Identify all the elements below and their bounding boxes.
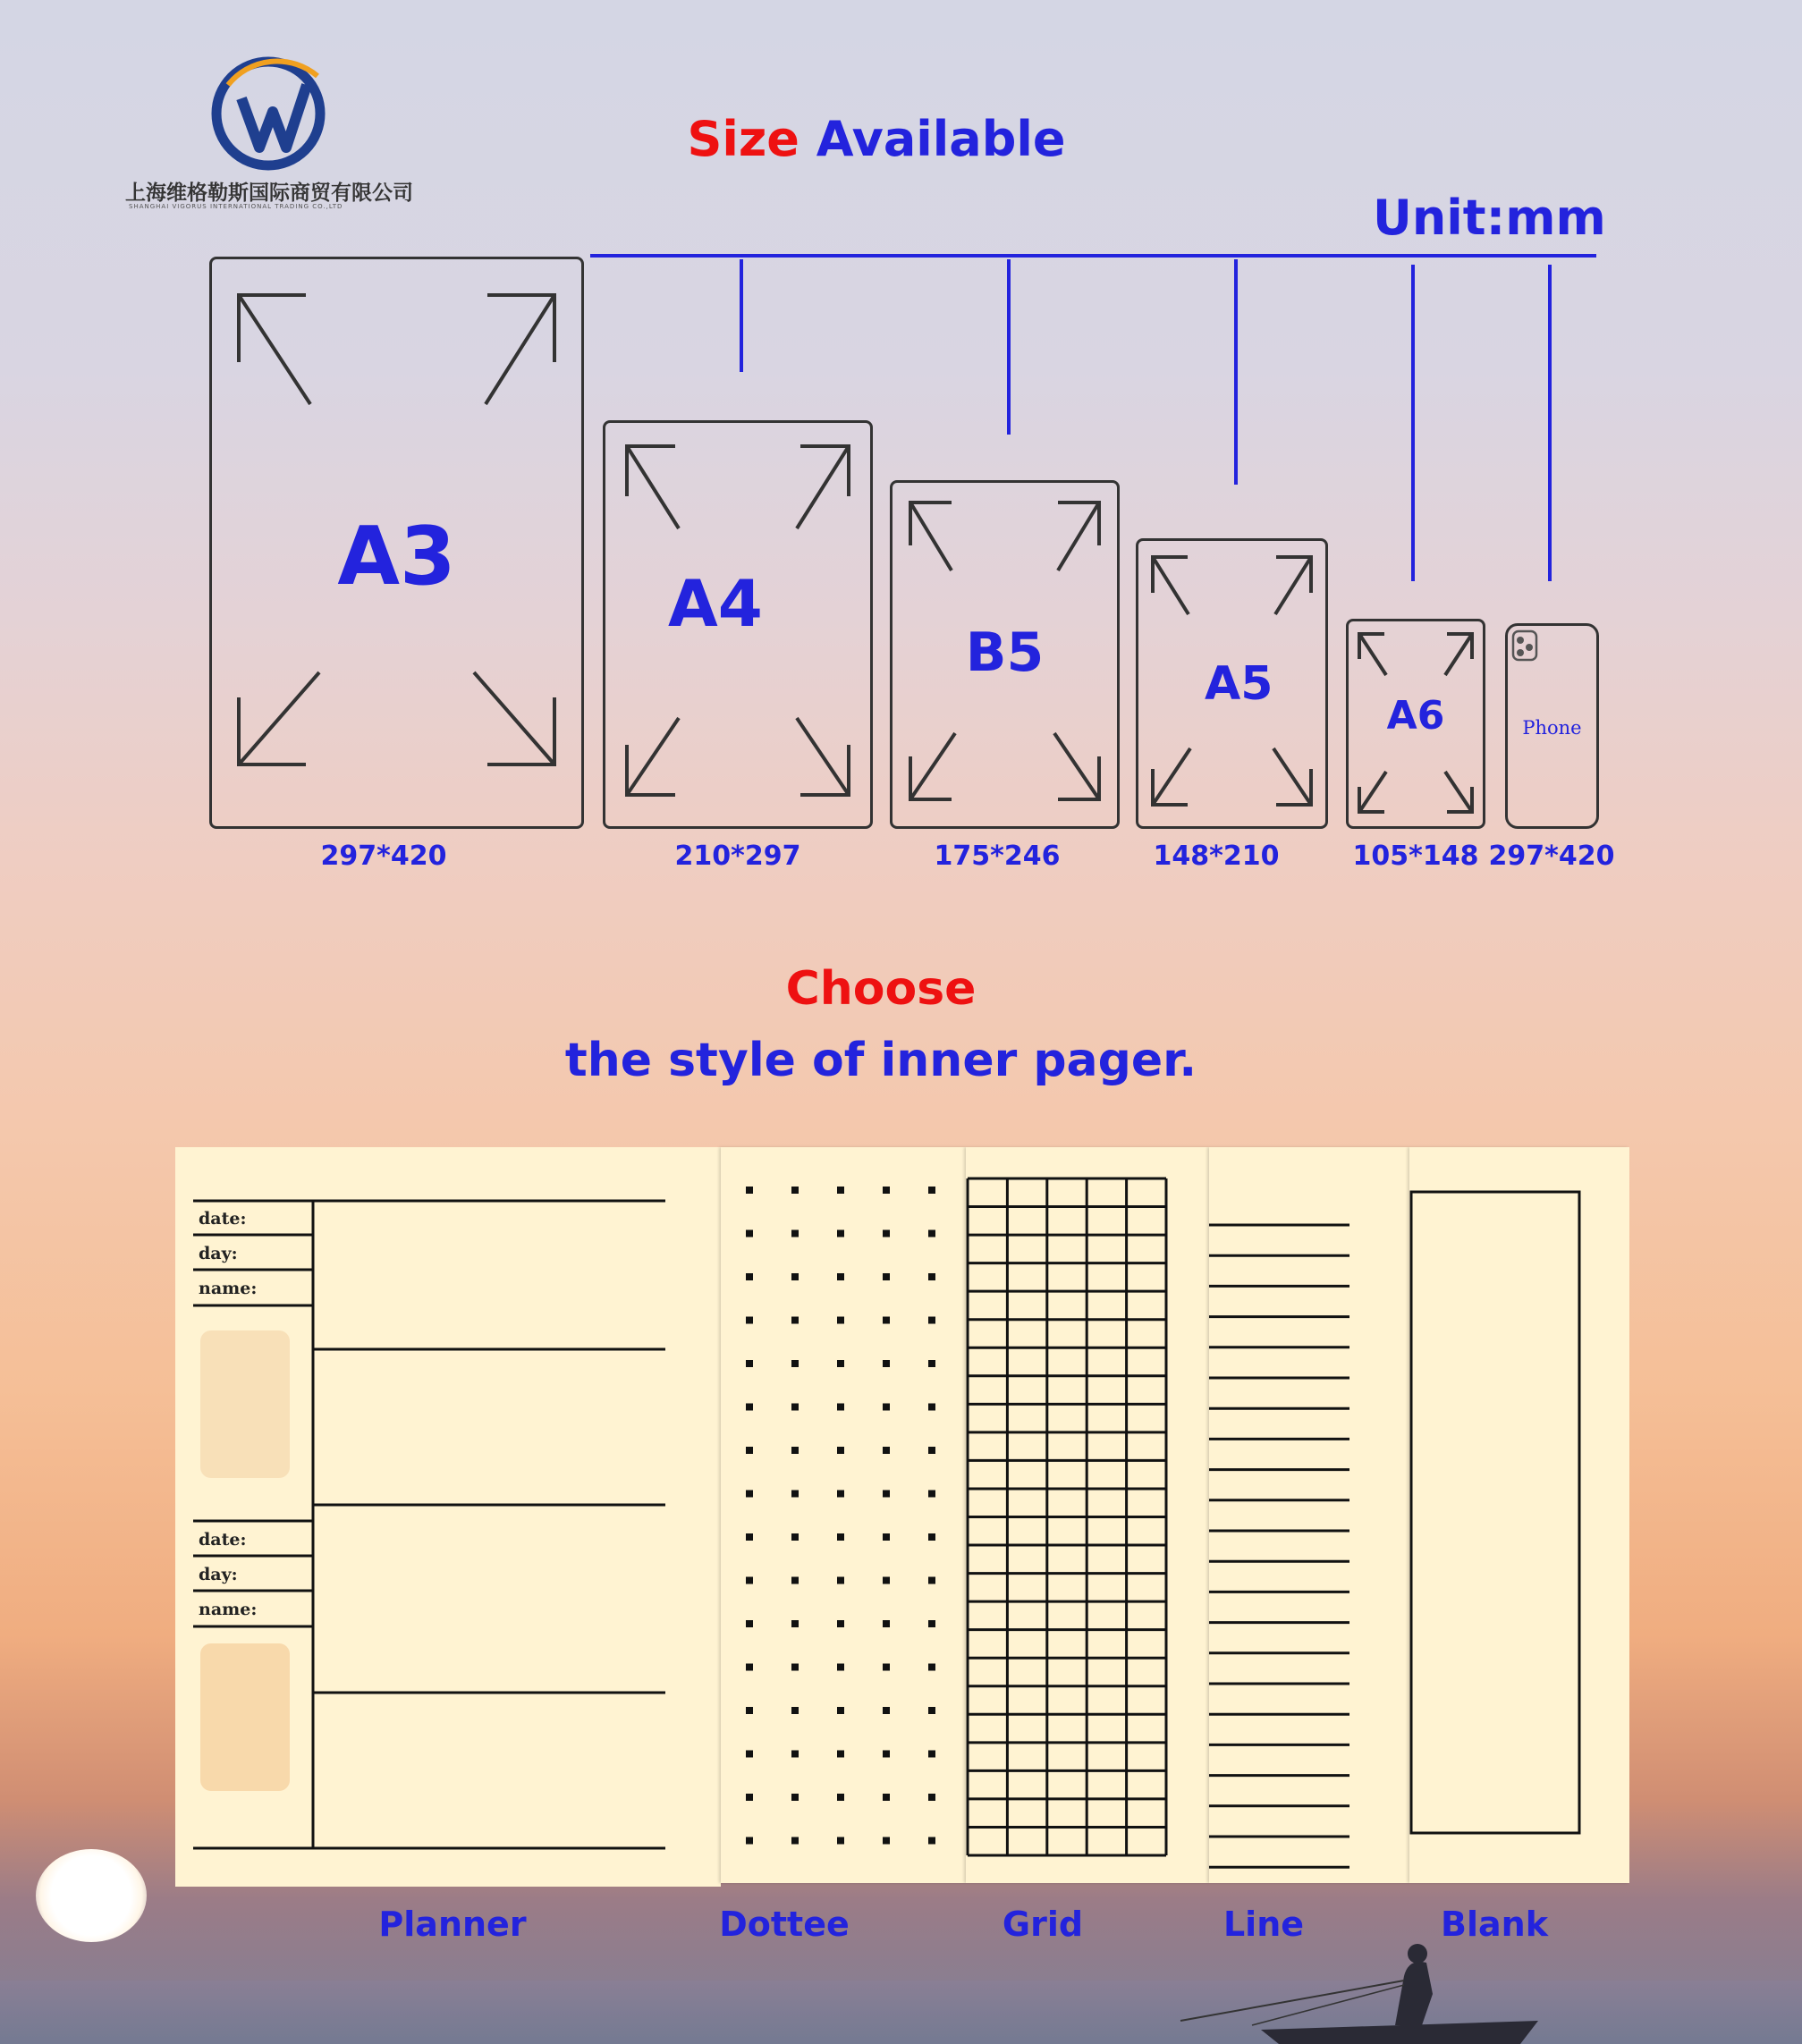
style-name-planner: Planner — [378, 1905, 527, 1944]
paper-dot — [791, 1230, 799, 1237]
paper-dot — [883, 1317, 890, 1324]
size-frame-phone — [1505, 623, 1599, 829]
paper-dot — [883, 1707, 890, 1714]
paper-dot — [928, 1837, 935, 1845]
paper-dot — [928, 1533, 935, 1541]
paper-dot — [837, 1187, 844, 1194]
planner-field-name-2: name: — [199, 1600, 258, 1619]
paper-dot — [746, 1317, 753, 1324]
paper-dot — [883, 1447, 890, 1454]
paper-dot — [837, 1447, 844, 1454]
paper-dot — [837, 1360, 844, 1367]
paper-dot — [837, 1664, 844, 1671]
paper-dot — [746, 1620, 753, 1627]
paper-dot — [791, 1837, 799, 1845]
paper-dot — [883, 1360, 890, 1367]
paper-dot — [746, 1533, 753, 1541]
paper-dot — [746, 1664, 753, 1671]
size-dim-a6: 105*148 — [1352, 840, 1479, 872]
paper-dot — [746, 1837, 753, 1845]
size-name-phone: Phone — [1522, 717, 1582, 739]
size-frame-a6 — [1346, 619, 1485, 829]
size-dim-a4: 210*297 — [674, 840, 801, 872]
paper-dot — [791, 1751, 799, 1758]
paper-dot — [837, 1230, 844, 1237]
paper-dot — [746, 1751, 753, 1758]
paper-dot — [746, 1447, 753, 1454]
paper-dot — [837, 1273, 844, 1280]
size-frame-a3 — [209, 257, 584, 829]
paper-dot — [928, 1273, 935, 1280]
sun-decoration — [36, 1849, 147, 1942]
paper-dot — [883, 1837, 890, 1845]
size-dim-phone: 297*420 — [1488, 840, 1615, 872]
paper-dot — [746, 1273, 753, 1280]
paper-dot — [791, 1533, 799, 1541]
size-dim-a3: 297*420 — [320, 840, 447, 872]
paper-dot — [928, 1317, 935, 1324]
planner-field-day: day: — [199, 1244, 238, 1263]
page-style-planner — [175, 1147, 721, 1887]
size-frame-a4 — [603, 420, 873, 829]
paper-dot — [791, 1360, 799, 1367]
paper-dot — [883, 1794, 890, 1801]
size-dim-a5: 148*210 — [1153, 840, 1280, 872]
paper-dot — [746, 1794, 753, 1801]
paper-dot — [883, 1751, 890, 1758]
paper-dot — [883, 1533, 890, 1541]
paper-dot — [791, 1620, 799, 1627]
size-dim-b5: 175*246 — [934, 840, 1061, 872]
paper-dot — [837, 1837, 844, 1845]
planner-field-date-2: date: — [199, 1530, 247, 1550]
paper-dot — [928, 1664, 935, 1671]
choose-subheading: the style of inner pager. — [564, 1034, 1197, 1087]
paper-dot — [883, 1491, 890, 1498]
paper-dot — [928, 1230, 935, 1237]
paper-dot — [746, 1187, 753, 1194]
paper-dot — [883, 1664, 890, 1671]
page-style-blank — [1409, 1147, 1629, 1883]
paper-dot — [746, 1491, 753, 1498]
paper-dot — [746, 1360, 753, 1367]
size-frame-a5 — [1136, 538, 1328, 829]
planner-field-date: date: — [199, 1209, 247, 1229]
paper-dot — [837, 1707, 844, 1714]
paper-dot — [883, 1577, 890, 1584]
paper-dot — [791, 1491, 799, 1498]
paper-dot — [928, 1491, 935, 1498]
style-name-grid: Grid — [1002, 1905, 1084, 1944]
paper-dot — [928, 1187, 935, 1194]
paper-dot — [791, 1577, 799, 1584]
paper-dot — [791, 1707, 799, 1714]
paper-dot — [791, 1273, 799, 1280]
paper-dot — [928, 1447, 935, 1454]
paper-dot — [883, 1273, 890, 1280]
paper-dot — [883, 1404, 890, 1411]
logo-subtitle: SHANGHAI VIGORUS INTERNATIONAL TRADING CO.,LTD — [129, 203, 343, 210]
paper-dot — [928, 1751, 935, 1758]
logo-monogram: W — [201, 49, 202, 50]
paper-dot — [746, 1230, 753, 1237]
title-size: Size — [687, 111, 799, 167]
paper-dot — [791, 1794, 799, 1801]
paper-dot — [746, 1577, 753, 1584]
paper-dot — [928, 1404, 935, 1411]
paper-dot — [837, 1533, 844, 1541]
paper-dot — [883, 1187, 890, 1194]
paper-dot — [928, 1620, 935, 1627]
ruled-lines — [1209, 1147, 1409, 1883]
paper-dot — [837, 1317, 844, 1324]
paper-dot — [791, 1447, 799, 1454]
size-name-a3: A3 — [337, 510, 456, 604]
logo-company-name: 上海维格勒斯国际商贸有限公司 — [125, 182, 413, 205]
unit-label: Unit:mm — [1373, 190, 1606, 246]
paper-dot — [837, 1491, 844, 1498]
paper-dot — [837, 1577, 844, 1584]
paper-dot — [837, 1620, 844, 1627]
planner-field-name: name: — [199, 1279, 258, 1298]
style-name-line: Line — [1222, 1905, 1305, 1944]
paper-dot — [837, 1751, 844, 1758]
paper-dot — [746, 1707, 753, 1714]
paper-dot — [883, 1230, 890, 1237]
paper-dot — [883, 1620, 890, 1627]
paper-dot — [791, 1664, 799, 1671]
title-available: Available — [816, 111, 1066, 167]
page-style-dottee — [721, 1147, 966, 1883]
paper-dot — [928, 1794, 935, 1801]
paper-dot — [746, 1404, 753, 1411]
fishing-boat-icon — [1118, 1913, 1565, 2044]
square-grid — [966, 1147, 1209, 1883]
paper-dot — [928, 1577, 935, 1584]
style-name-blank: Blank — [1441, 1905, 1548, 1944]
blank-border — [1409, 1147, 1629, 1883]
paper-dot — [791, 1317, 799, 1324]
paper-dot — [837, 1404, 844, 1411]
planner-field-day-2: day: — [199, 1565, 238, 1584]
size-name-a6: A6 — [1386, 693, 1445, 739]
paper-dot — [928, 1360, 935, 1367]
planner-grid — [175, 1147, 721, 1887]
size-frame-b5 — [890, 480, 1120, 829]
size-name-b5: B5 — [965, 621, 1045, 684]
dot-grid — [721, 1147, 966, 1883]
page-style-line — [1209, 1147, 1409, 1883]
paper-dot — [791, 1187, 799, 1194]
paper-dot — [928, 1707, 935, 1714]
paper-dot — [837, 1794, 844, 1801]
paper-dot — [791, 1404, 799, 1411]
style-name-dottee: Dottee — [719, 1905, 850, 1944]
page-style-grid — [966, 1147, 1209, 1883]
choose-heading: Choose — [785, 962, 977, 1016]
size-name-a5: A5 — [1205, 657, 1273, 711]
size-name-a4: A4 — [668, 566, 763, 641]
